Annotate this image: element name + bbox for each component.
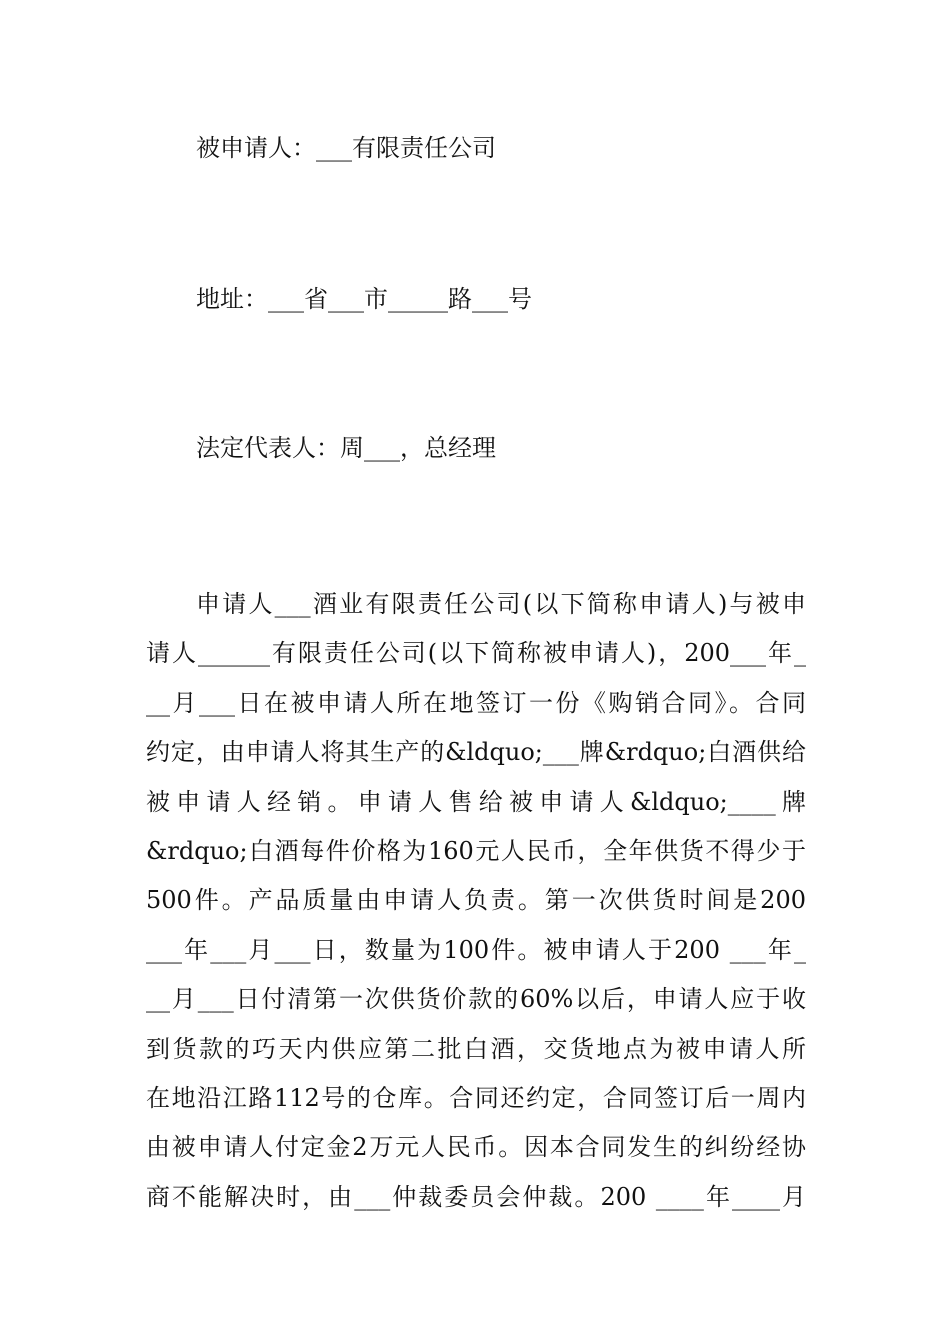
respondent-line: 被申请人：___有限责任公司	[196, 134, 496, 162]
paragraph-line: 在地沿江路112号的仓库。合同还约定，合同签订后一周内	[146, 1083, 806, 1112]
paragraph-line: ___年___月___日，数量为100件。被申请人于200 ___年_	[146, 935, 806, 964]
paragraph-line: 由被申请人付定金2万元人民币。因本合同发生的纠纷经协	[146, 1133, 806, 1162]
paragraph-line: 请人______有限责任公司(以下简称被申请人)，200___年_	[146, 639, 806, 668]
paragraph-line: 500件。产品质量由申请人负责。第一次供货时间是200	[146, 886, 806, 915]
paragraph-line: &rdquo;白酒每件价格为160元人民币，全年供货不得少于	[146, 836, 806, 865]
address-line: 地址：___省___市_____路___号	[196, 285, 532, 313]
paragraph-line: 被申请人经销。申请人售给被申请人&ldquo;____牌	[146, 787, 806, 816]
legal-representative-line: 法定代表人：周___，总经理	[196, 434, 496, 462]
paragraph-line: 商不能解决时，由___仲裁委员会仲裁。200 ____年____月	[146, 1182, 806, 1211]
paragraph-line: 到货款的巧天内供应第二批白酒，交货地点为被申请人所	[146, 1034, 806, 1063]
case-facts-paragraph	[146, 580, 806, 1222]
paragraph-line: __月___日付清第一次供货价款的60%以后，申请人应于收	[146, 985, 806, 1014]
paragraph-line: 申请人___酒业有限责任公司(以下简称申请人)与被申	[196, 590, 806, 618]
paragraph-line: 约定，由申请人将其生产的&ldquo;___牌&rdquo;白酒供给	[146, 738, 806, 767]
paragraph-line: __月___日在被申请人所在地签订一份《购销合同》。合同	[146, 688, 806, 717]
